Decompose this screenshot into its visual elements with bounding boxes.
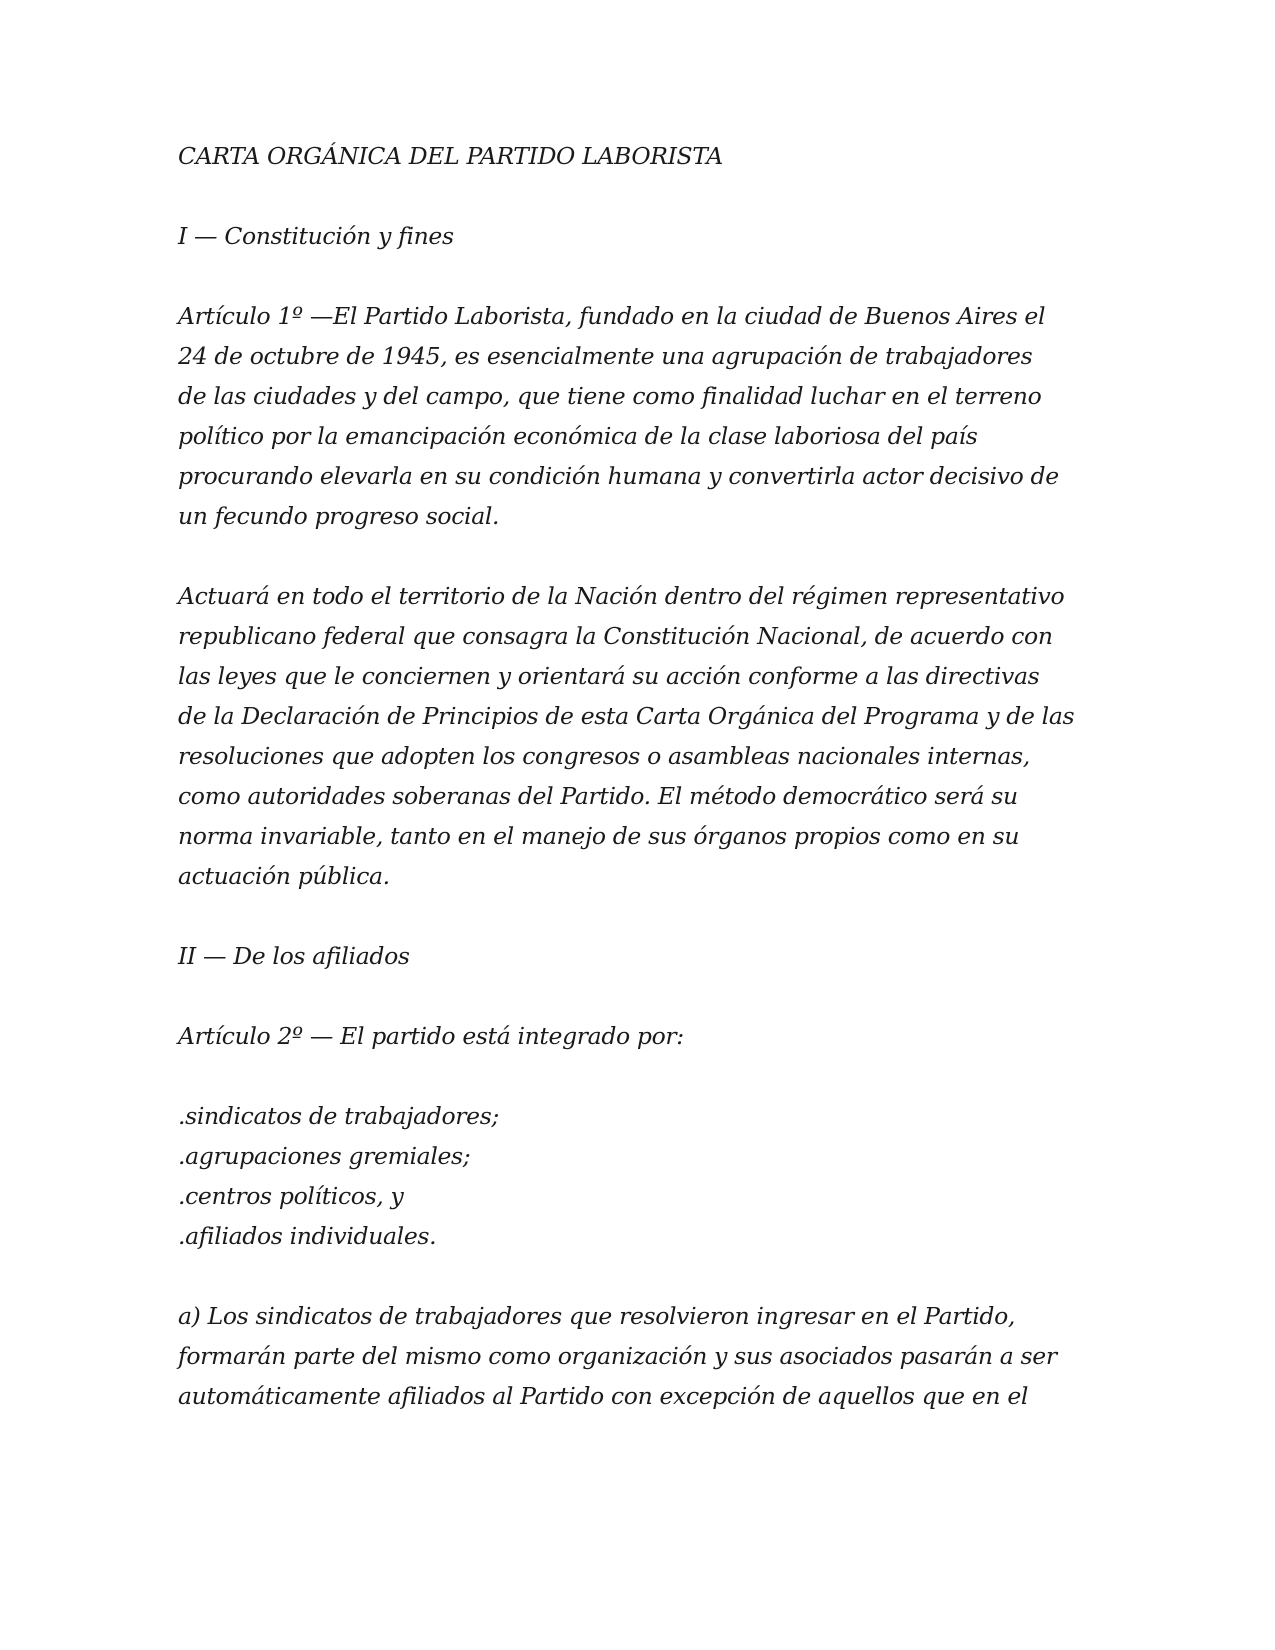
paragraph-line: Actuará en todo el territorio de la Nación dentro del régimen representativo <box>178 582 1065 610</box>
paragraph-line: 24 de octubre de 1945, es esencialmente una agrupación de trabajadores <box>178 342 1033 370</box>
paragraph-line: actuación pública. <box>178 862 390 890</box>
list-item: .sindicatos de trabajadores; <box>178 1102 500 1130</box>
list-item: .centros políticos, y <box>178 1182 404 1210</box>
article-2-intro: Artículo 2º — El partido está integrado por: <box>178 1022 684 1050</box>
paragraph-line: como autoridades soberanas del Partido. El método democrático será su <box>178 782 1018 810</box>
paragraph-line: norma invariable, tanto en el manejo de sus órganos propios como en su <box>178 822 1020 850</box>
paragraph-line: formarán parte del mismo como organización y sus asociados pasarán a ser <box>178 1342 1057 1370</box>
paragraph-line: político por la emancipación económica de la clase laboriosa del país <box>178 422 978 450</box>
paragraph-line: automáticamente afiliados al Partido con excepción de aquellos que en el <box>178 1382 1029 1410</box>
paragraph-line: de las ciudades y del campo, que tiene como finalidad luchar en el terreno <box>178 382 1042 410</box>
section-heading-constitucion: I — Constitución y fines <box>178 222 454 250</box>
paragraph-line: a) Los sindicatos de trabajadores que resolvieron ingresar en el Partido, <box>178 1302 1016 1330</box>
paragraph-line: procurando elevarla en su condición humana y convertirla actor decisivo de <box>178 462 1059 490</box>
paragraph-line: republicano federal que consagra la Constitución Nacional, de acuerdo con <box>178 622 1053 650</box>
section-heading-afiliados: II — De los afiliados <box>178 942 410 970</box>
paragraph-line: un fecundo progreso social. <box>178 502 500 530</box>
document-title: CARTA ORGÁNICA DEL PARTIDO LABORISTA <box>178 142 723 170</box>
list-item: .agrupaciones gremiales; <box>178 1142 471 1170</box>
paragraph-line: resoluciones que adopten los congresos o asambleas nacionales internas, <box>178 742 1030 770</box>
paragraph-line: Artículo 1º —El Partido Laborista, fundado en la ciudad de Buenos Aires el <box>178 302 1046 330</box>
paragraph-line: de la Declaración de Principios de esta Carta Orgánica del Programa y de las <box>178 702 1075 730</box>
list-item: .afiliados individuales. <box>178 1222 437 1250</box>
paragraph-line: las leyes que le conciernen y orientará su acción conforme a las directivas <box>178 662 1040 690</box>
